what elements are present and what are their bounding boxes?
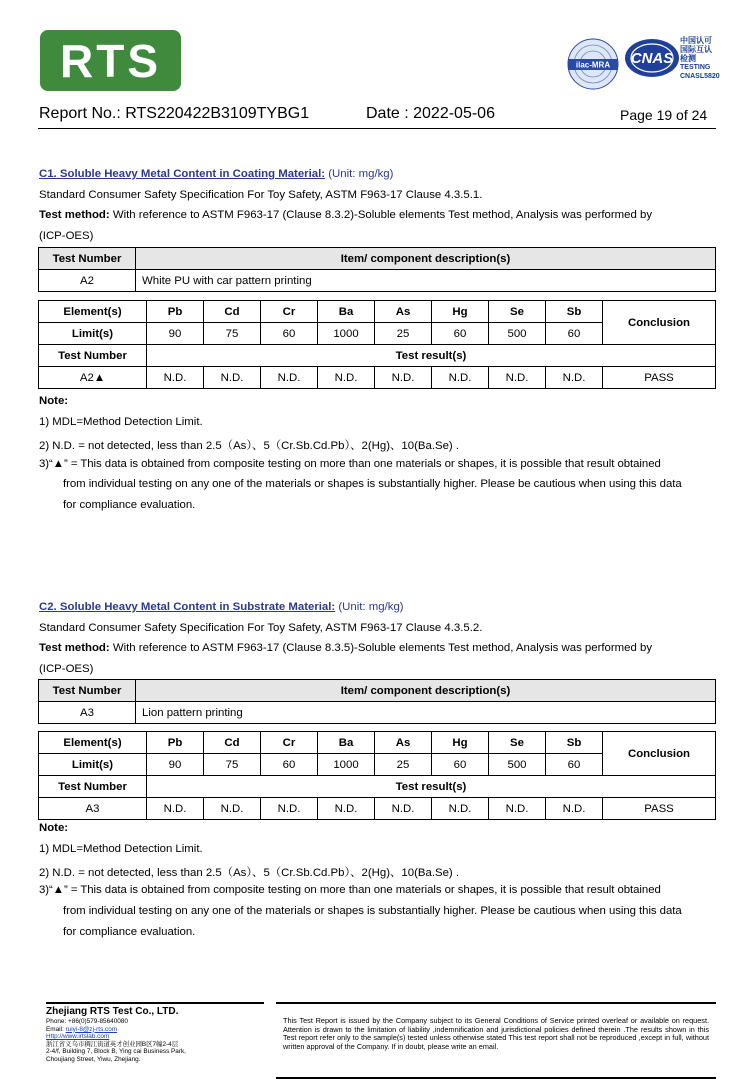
item-number: A2 (39, 270, 136, 292)
limit-cell: 60 (261, 323, 318, 345)
item-header-number: Test Number (39, 680, 136, 702)
limit-label: Limit(s) (39, 754, 147, 776)
table-row (39, 301, 716, 323)
method-line (39, 642, 652, 654)
ilac-mra-logo (566, 37, 620, 91)
result-cell: N.D. (546, 367, 603, 389)
note-line: 2) N.D. = not detected, less than 2.5（As）、5（Cr.Sb.Cd.Pb）、2(Hg)、10(Ba.Se) . (39, 867, 460, 879)
element-label: Element(s) (39, 732, 147, 754)
note-line: from individual testing on any one of the materials or shapes is substantially higher. Please be cautious when using this data (63, 478, 682, 490)
result-table-c2 (38, 731, 716, 820)
result-cell: N.D. (318, 367, 375, 389)
item-table-c1 (38, 247, 716, 292)
result-cell: N.D. (147, 367, 204, 389)
method-cont: (ICP-OES) (39, 230, 94, 242)
limit-cell: 25 (375, 754, 432, 776)
limit-cell: 1000 (318, 323, 375, 345)
ilac-text: ilac-MRA (575, 60, 611, 70)
limit-cell: 60 (546, 323, 603, 345)
note-line: 1) MDL=Method Detection Limit. (39, 843, 203, 855)
note-line: 1) MDL=Method Detection Limit. (39, 416, 203, 428)
cnas-cn-line3: 检测 (680, 54, 696, 63)
element-cell: Se (489, 301, 546, 323)
table-row (39, 798, 716, 820)
result-cell: N.D. (489, 367, 546, 389)
result-cell: N.D. (318, 798, 375, 820)
page-number: Page 19 of 24 (620, 107, 708, 123)
footer-divider (276, 1002, 716, 1004)
item-desc: White PU with car pattern printing (136, 270, 716, 292)
cnas-text: CNAS (630, 50, 674, 67)
method-line (39, 209, 652, 221)
table-row (39, 367, 716, 389)
result-label: Test result(s) (147, 776, 716, 798)
method-text: With reference to ASTM F963-17 (Clause 8.3.2)-Soluble elements Test method, Analysis was performed by (109, 209, 653, 221)
limit-cell: 75 (204, 323, 261, 345)
testnum-label: Test Number (39, 345, 147, 367)
table-row (39, 345, 716, 367)
method-text: With reference to ASTM F963-17 (Clause 8.3.5)-Soluble elements Test method, Analysis was performed by (109, 642, 653, 654)
result-cell: N.D. (375, 798, 432, 820)
footer-website-link[interactable]: Http://www.irtslab.com (46, 1033, 110, 1040)
limit-cell: 1000 (318, 754, 375, 776)
footer-divider (276, 1077, 716, 1079)
report-number: Report No.: RTS220422B3109TYBG1 (39, 105, 310, 122)
footer-disclaimer: This Test Report is issued by the Company subject to its General Conditions of Service printed overleaf or available on request. Attention is drawn to the limitation of liability ,indemnification and jurisdictional policies defined therein .The results shown in this Test report refer only to the sample(s) tested unless otherwise stated This test report shall not be reproduced ,except in full, without written approval of the Company. If in doubt, please write an email. (283, 1016, 709, 1051)
result-cell: N.D. (546, 798, 603, 820)
result-number: A3 (39, 798, 147, 820)
footer-address-en2: Choujiang Street, Yiwu, Zhejiang. (46, 1055, 141, 1063)
limit-cell: 75 (204, 754, 261, 776)
footer-address-cn: 浙江省义乌市稠江街道英才创业园B区7幢2-4层 (46, 1040, 179, 1048)
method-cont: (ICP-OES) (39, 663, 94, 675)
footer-email-link[interactable]: ruiyi-8@zj-rts.com (65, 1025, 118, 1033)
report-date: Date : 2022-05-06 (366, 105, 495, 122)
element-cell: Ba (318, 732, 375, 754)
element-cell: Pb (147, 732, 204, 754)
table-row (39, 248, 716, 270)
note-line: from individual testing on any one of the materials or shapes is substantially higher. Please be cautious when using this data (63, 905, 682, 917)
item-header-desc: Item/ component description(s) (136, 248, 716, 270)
table-row (39, 702, 716, 724)
item-header-number: Test Number (39, 248, 136, 270)
cnas-testing: TESTING (680, 64, 711, 71)
result-table-c1 (38, 300, 716, 389)
item-desc: Lion pattern printing (136, 702, 716, 724)
limit-cell: 60 (546, 754, 603, 776)
testnum-label: Test Number (39, 776, 147, 798)
logo-text: RTS (60, 34, 161, 87)
note-title: Note: (39, 395, 69, 407)
result-cell: N.D. (204, 798, 261, 820)
method-label: Test method: (39, 642, 110, 654)
rts-logo (40, 30, 181, 91)
conclusion-label: Conclusion (603, 301, 716, 345)
note-line: 3)“▲” = This data is obtained from composite testing on more than one materials or shapes, it is possible that result obtained (39, 884, 661, 896)
element-cell: Cr (261, 732, 318, 754)
result-cell: N.D. (147, 798, 204, 820)
section-title-text: C2. Soluble Heavy Metal Content in Substrate Material: (39, 601, 336, 613)
result-cell: N.D. (375, 367, 432, 389)
conclusion-label: Conclusion (603, 732, 716, 776)
result-conclusion: PASS (603, 367, 716, 389)
footer-address-en1: 2-4/f, Building 7, Block B, Ying cai Business Park, (46, 1048, 186, 1055)
result-cell: N.D. (432, 367, 489, 389)
cnas-code: CNASL5820 (680, 73, 720, 80)
element-cell: Se (489, 732, 546, 754)
footer-email-label: Email: (46, 1025, 66, 1033)
element-cell: Sb (546, 301, 603, 323)
footer-divider (46, 1002, 264, 1004)
section-unit: (Unit: mg/kg) (325, 168, 394, 180)
element-cell: Ba (318, 301, 375, 323)
element-label: Element(s) (39, 301, 147, 323)
element-cell: Hg (432, 732, 489, 754)
result-cell: N.D. (261, 367, 318, 389)
item-header-desc: Item/ component description(s) (136, 680, 716, 702)
limit-cell: 60 (432, 754, 489, 776)
item-table-c2 (38, 679, 716, 724)
cnas-cn-line1: 中国认可 (680, 36, 712, 45)
result-number: A2▲ (39, 367, 147, 389)
section-title-c1 (39, 168, 393, 180)
limit-cell: 60 (261, 754, 318, 776)
element-cell: Pb (147, 301, 204, 323)
note-title: Note: (39, 822, 69, 834)
limit-cell: 25 (375, 323, 432, 345)
cnas-logo (624, 38, 680, 78)
element-cell: As (375, 301, 432, 323)
table-row (39, 732, 716, 754)
limit-cell: 500 (489, 754, 546, 776)
item-number: A3 (39, 702, 136, 724)
limit-cell: 500 (489, 323, 546, 345)
table-row (39, 776, 716, 798)
result-cell: N.D. (432, 798, 489, 820)
element-cell: Cd (204, 732, 261, 754)
element-cell: Cd (204, 301, 261, 323)
element-cell: Cr (261, 301, 318, 323)
cnas-cn-line2: 国际互认 (680, 45, 712, 54)
result-cell: N.D. (489, 798, 546, 820)
table-row (39, 680, 716, 702)
note-line: 2) N.D. = not detected, less than 2.5（As）、5（Cr.Sb.Cd.Pb）、2(Hg)、10(Ba.Se) . (39, 440, 460, 452)
standard-line: Standard Consumer Safety Specification For Toy Safety, ASTM F963-17 Clause 4.3.5.2. (39, 622, 483, 634)
footer-email-line (46, 1026, 117, 1034)
table-row (39, 270, 716, 292)
result-cell: N.D. (261, 798, 318, 820)
section-title-text: C1. Soluble Heavy Metal Content in Coating Material: (39, 168, 326, 180)
footer-company: Zhejiang RTS Test Co., LTD. (46, 1006, 179, 1017)
result-label: Test result(s) (147, 345, 716, 367)
element-cell: Hg (432, 301, 489, 323)
limit-cell: 90 (147, 323, 204, 345)
cnas-caption (680, 36, 720, 81)
result-cell: N.D. (204, 367, 261, 389)
element-cell: As (375, 732, 432, 754)
note-line: for compliance evaluation. (63, 926, 196, 938)
section-title-c2 (39, 601, 404, 613)
footer-phone: Phone: +86(0)579-85640080 (46, 1018, 128, 1025)
note-line: for compliance evaluation. (63, 499, 196, 511)
note-line: 3)“▲” = This data is obtained from composite testing on more than one materials or shapes, it is possible that result obtained (39, 458, 661, 470)
limit-cell: 90 (147, 754, 204, 776)
limit-cell: 60 (432, 323, 489, 345)
method-label: Test method: (39, 209, 110, 221)
section-unit: (Unit: mg/kg) (335, 601, 404, 613)
limit-label: Limit(s) (39, 323, 147, 345)
standard-line: Standard Consumer Safety Specification For Toy Safety, ASTM F963-17 Clause 4.3.5.1. (39, 189, 483, 201)
result-conclusion: PASS (603, 798, 716, 820)
element-cell: Sb (546, 732, 603, 754)
header-divider (38, 128, 716, 129)
